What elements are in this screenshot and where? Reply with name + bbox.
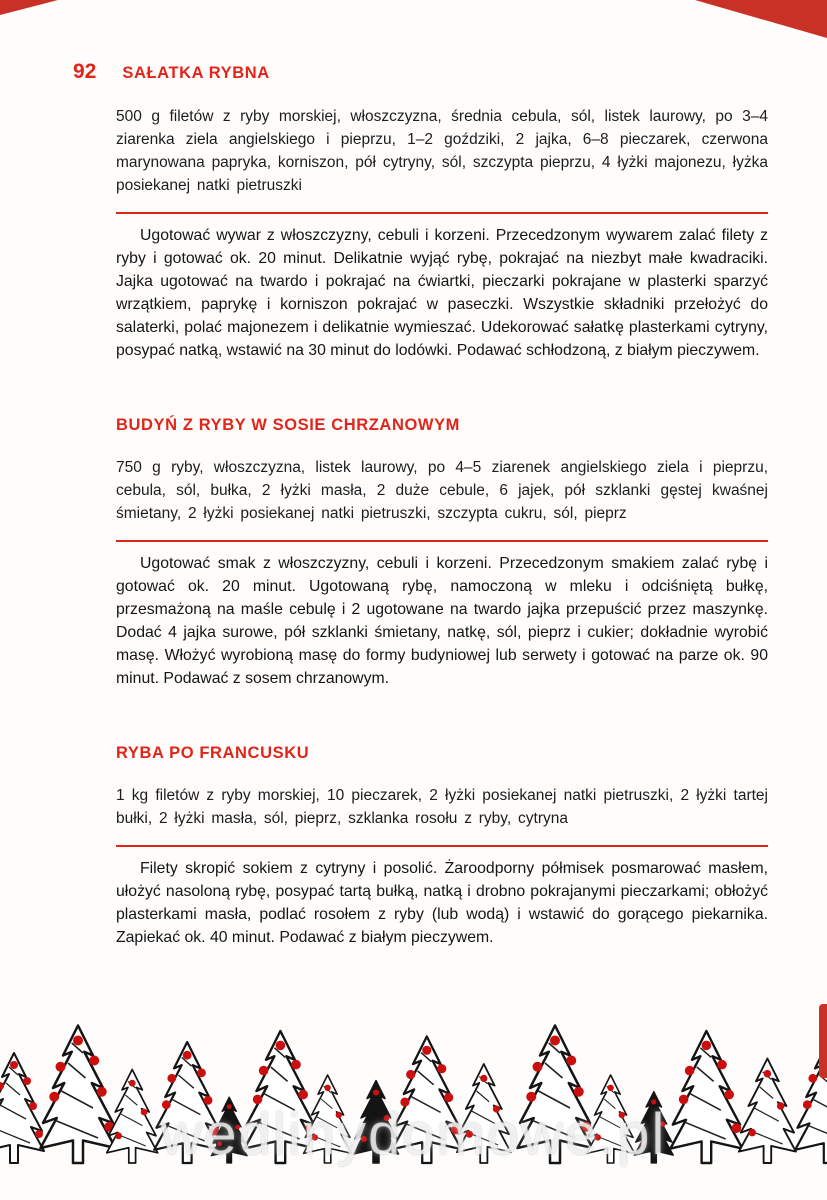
recipe-instructions-2: Ugotować smak z włoszczyzny, cebuli i korzeni. Przecedzonym smakiem zalać rybę i gotować ok. 20 minut. Ugotowaną rybę, namoczoną w mleku i odciśniętą bułkę, przesmażoną na maśle cebulę i 2 ugotowane na twardo jajka przepuścić przez maszynkę. Dodać 4 jajka surowe, pół szklanki śmietany, natkę, sól, pieprz i cukier; dokładnie wyrobić masę. Włożyć wyrobioną masę do formy budyniowej lub serwety i gotować na parze ok. 90 minut. Podawać z sosem chrzanowym. <box>116 555 768 687</box>
recipe-ingredients-3: 1 kg filetów z ryby morskiej, 10 pieczarek, 2 łyżki posiekanej natki pietruszki, 2 łyżki tartej bułki, 2 łyżki masła, sól, pieprz, szklanka rosołu z ryby, cytryna <box>116 787 768 827</box>
recipe-ryba-po-francusku <box>116 744 768 949</box>
recipe-budyn-z-ryby <box>116 416 768 690</box>
recipe-instructions-1: Ugotować wywar z włoszczyzny, cebuli i korzeni. Przecedzonym wywarem zalać filety z ryby i gotować ok. 20 minut. Delikatnie wyjąć rybę, pokrajać na niezbyt małe kwadraciki. Jajka ugotować na twardo i pokrajać na ćwiartki, pieczarki pokrajane w plasterki sparzyć wrzątkiem, paprykę i korniszon pokrajać w paseczki. Wszystkie składniki przełożyć do salaterki, polać majonezem i delikatnie wymieszać. Udekorować sałatkę plasterkami cytryny, posypać natką, wstawić na 30 minut do lodówki. Podawać schłodzoną, z białym pieczywem. <box>116 227 768 359</box>
recipe-title-3: RYBA PO FRANCUSKU <box>116 744 310 762</box>
recipe-ingredients-1: 500 g filetów z ryby morskiej, włoszczyzna, średnia cebula, sól, listek laurowy, po 3–4 ziarenka ziela angielskiego i pieprzu, 1–2 goździki, 2 jajka, 6–8 pieczarek, czerwona marynowana papryka, korniszon, pół cytryny, sól, szczypta pieprzu, 4 łyżki majonezu, łyżka posiekanej natki pietruszki <box>116 108 768 194</box>
title-row <box>73 60 768 84</box>
red-divider-1 <box>116 212 768 214</box>
recipe-salatka-rybna <box>73 60 768 362</box>
page-number: 92 <box>73 60 97 83</box>
christmas-trees-illustration <box>0 998 827 1170</box>
red-divider-2 <box>116 540 768 542</box>
scan-artifact-right-edge <box>819 1004 827 1078</box>
recipe-title-2: BUDYŃ Z RYBY W SOSIE CHRZANOWYM <box>116 416 461 434</box>
red-divider-3 <box>116 845 768 847</box>
recipe-instructions-3: Filety skropić sokiem z cytryny i posolić. Żaroodporny półmisek posmarować masłem, ułożyć nasoloną rybę, posypać tartą bułką, natką i drobno pokrajanymi pieczarkami; obłożyć plasterkami masła, podlać rosołem z ryby (lub wodą) i wstawić do gorącego piekarnika. Zapiekać ok. 40 minut. Podawać z białym pieczywem. <box>116 860 768 946</box>
recipe-title-1: SAŁATKA RYBNA <box>122 64 270 82</box>
christmas-trees-icon <box>0 998 827 1170</box>
watermark: wedlinydomowe.pl <box>160 1102 667 1167</box>
recipe-ingredients-2: 750 g ryby, włoszczyzna, listek laurowy, po 4–5 ziarenek angielskiego ziela i pieprzu, cebula, sól, bułka, 2 łyżki masła, 2 duże cebule, 6 jajek, pół szklanki gęstej kwaśnej śmietany, 2 łyżki posiekanej natki pietruszki, szczypta cukru, sól, pieprz <box>116 459 768 522</box>
